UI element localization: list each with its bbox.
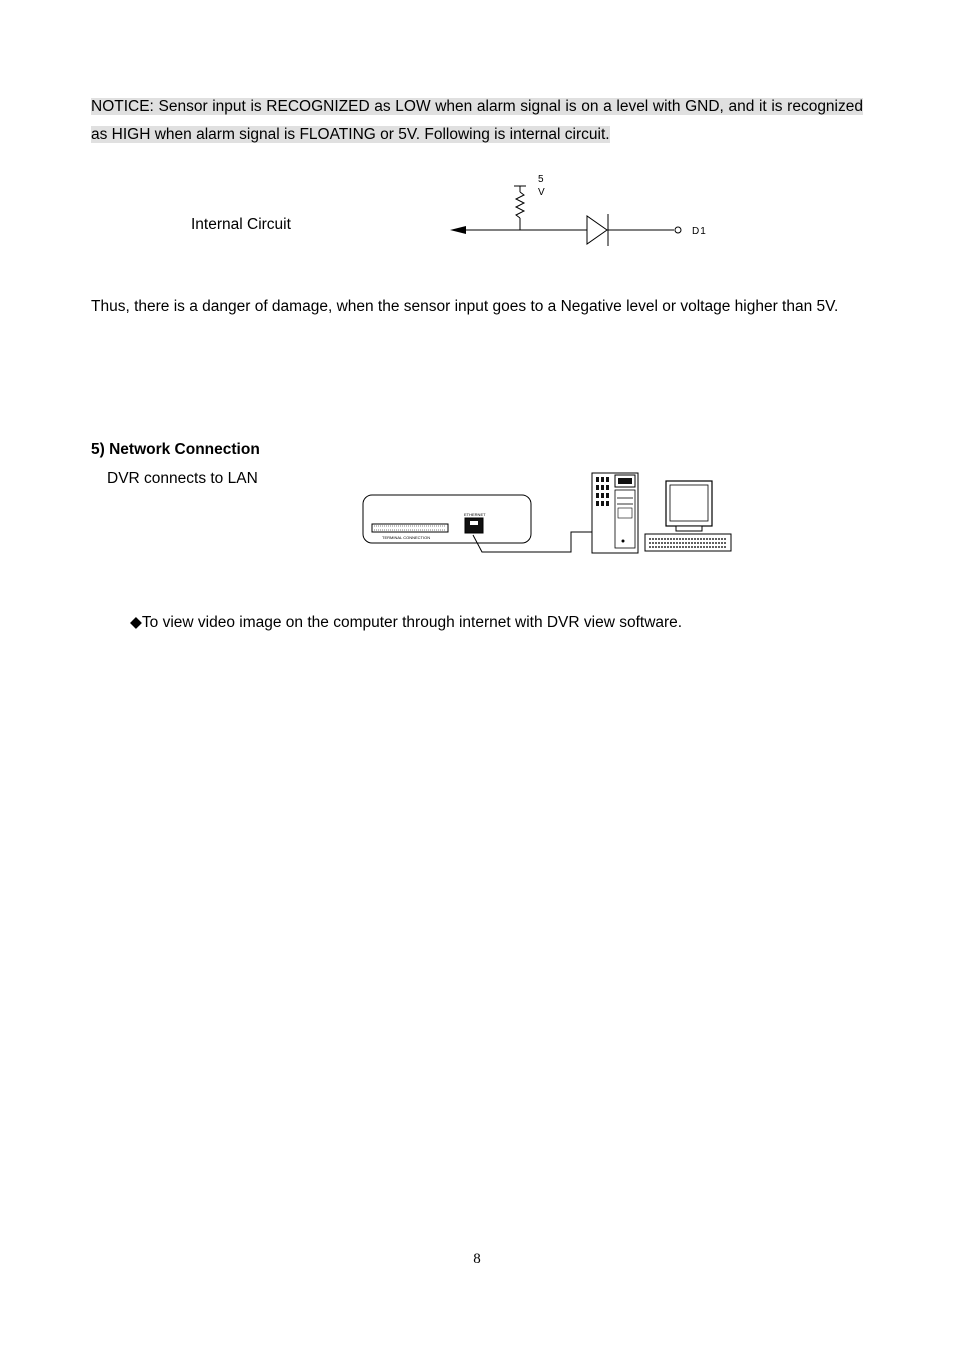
danger-warning: Thus, there is a danger of damage, when the sensor input goes to a Negative level or voltage higher than 5V. (91, 298, 839, 315)
internal-circuit-diagram (440, 168, 740, 258)
section-title: 5) Network Connection (91, 441, 260, 458)
diode (587, 216, 607, 244)
pullup-resistor (516, 192, 524, 218)
network-connection-diagram (360, 468, 740, 560)
voltage-label-bottom: V (538, 187, 545, 198)
terminal-label: D1 (692, 226, 707, 237)
notice-paragraph (91, 93, 863, 149)
monitor-stand (676, 526, 702, 531)
terminal-node (675, 227, 681, 233)
internal-circuit-label: Internal Circuit (191, 216, 291, 233)
ethernet-label: ETHERNET (464, 512, 486, 517)
monitor-screen (670, 485, 708, 521)
bullet-item (130, 613, 682, 632)
terminal-connector (372, 524, 448, 532)
notice-text: NOTICE: Sensor input is RECOGNIZED as LOW when alarm signal is on a level with GND, and it is recognized as HIGH when alarm signal is FLOATING or 5V. Following is internal circuit. (91, 98, 863, 143)
section-subtitle: DVR connects to LAN (107, 470, 258, 487)
tower-panel (615, 490, 635, 548)
voltage-label-top: 5 (538, 174, 544, 185)
terminal-connection-label: TERMINAL CONNECTION (382, 535, 431, 540)
page-number: 8 (473, 1251, 481, 1267)
bullet-text: To view video image on the computer through internet with DVR view software. (141, 614, 683, 631)
ethernet-port (465, 518, 483, 533)
input-arrow (450, 226, 466, 234)
diamond-bullet-icon: ◆ (130, 614, 142, 631)
